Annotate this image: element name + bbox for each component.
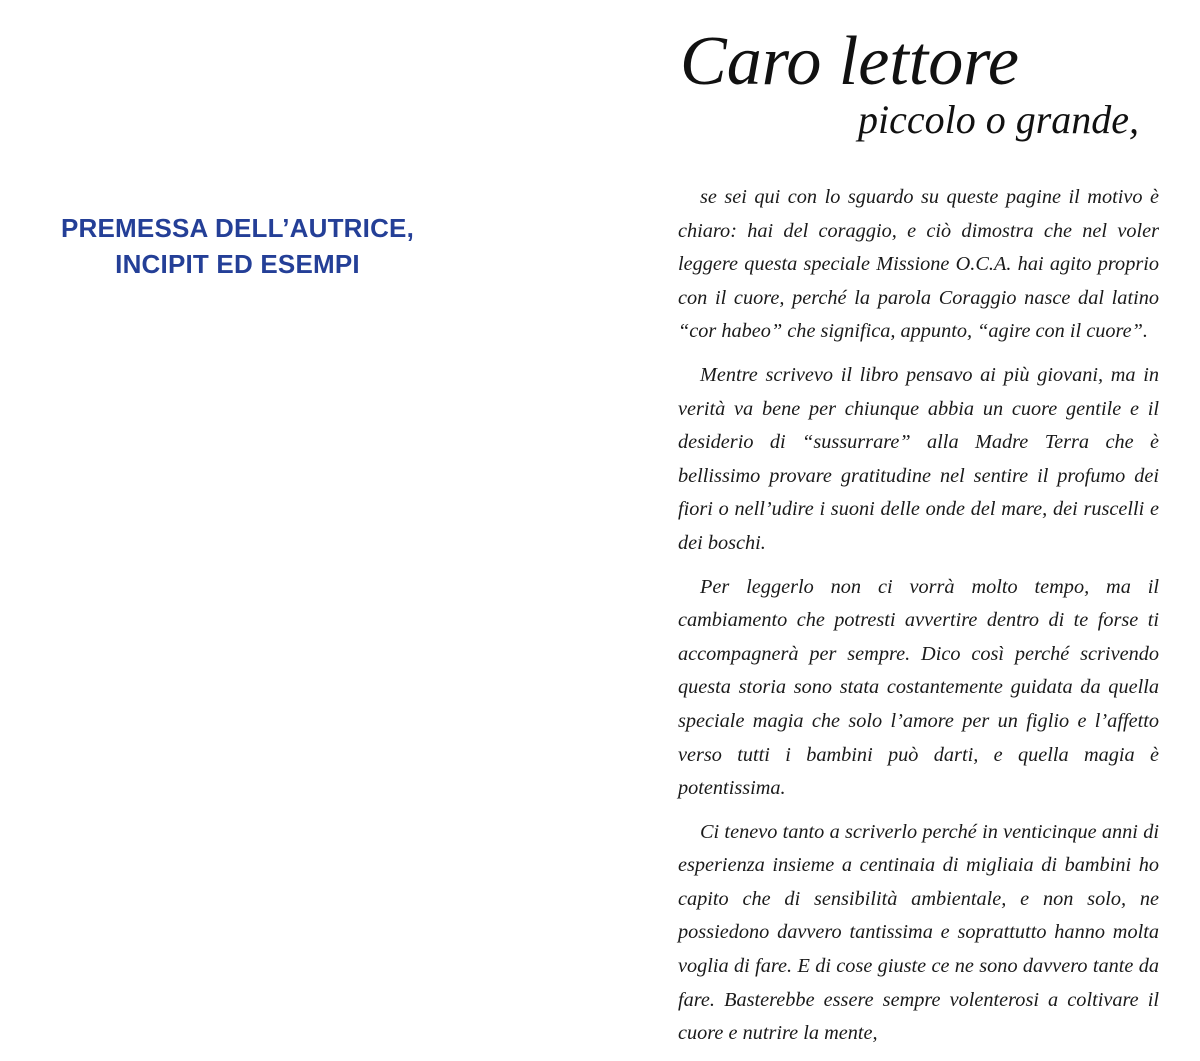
- paragraph-4: Ci tenevo tanto a scriverlo perché in venticinque anni di esperienza insieme a centinaia di migliaia di bambini ho capito che di sensibilità ambientale, e non solo, ne possiedono davvero tantissima e soprattutto hanno molta voglia di fare. E di cose giuste ce ne sono davvero tante da fare. Basterebbe essere sempre volenterosi a coltivare il cuore e nutrire la mente,: [678, 820, 1159, 1045]
- paragraph-3: Per leggerlo non ci vorrà molto tempo, ma il cambiamento che potresti avvertire dentro di te forse ti accompagnerà per sempre. Dico così perché scrivendo questa storia sono stata costantemente guidata da quella speciale magia che solo l’amore per un figlio e l’affetto verso tutti i bambini può darti, e quella magia è potentissima.: [678, 575, 1159, 800]
- page-title: Caro lettore: [680, 23, 1019, 100]
- section-heading: [0, 210, 475, 282]
- page-subtitle: piccolo o grande,: [858, 97, 1140, 142]
- left-page: [0, 0, 600, 898]
- paragraph-1: se sei qui con lo sguardo su queste pagine il motivo è chiaro: hai del coraggio, e ciò dimostra che nel voler leggere questa speciale Missione O.C.A. hai agito proprio con il cuore, perché la parola Coraggio nasce dal latino “cor habeo” che significa, appunto, “agire con il cuore”.: [678, 186, 1159, 343]
- right-page: [600, 0, 1200, 1045]
- body-text: [678, 181, 1159, 1061]
- section-heading-line-1: PREMESSA DELL’AUTRICE,: [60, 213, 415, 243]
- paragraph-2: Mentre scrivevo il libro pensavo ai più giovani, ma in verità va bene per chiunque abbia un cuore gentile e il desiderio di “sussurrare” alla Madre Terra che è bellissimo provare gratitudine nel sentire il profumo dei fiori o nell’udire i suoni delle onde del mare, dei ruscelli e dei boschi.: [678, 363, 1159, 554]
- section-heading-line-2: INCIPIT ED ESEMPI: [115, 249, 360, 279]
